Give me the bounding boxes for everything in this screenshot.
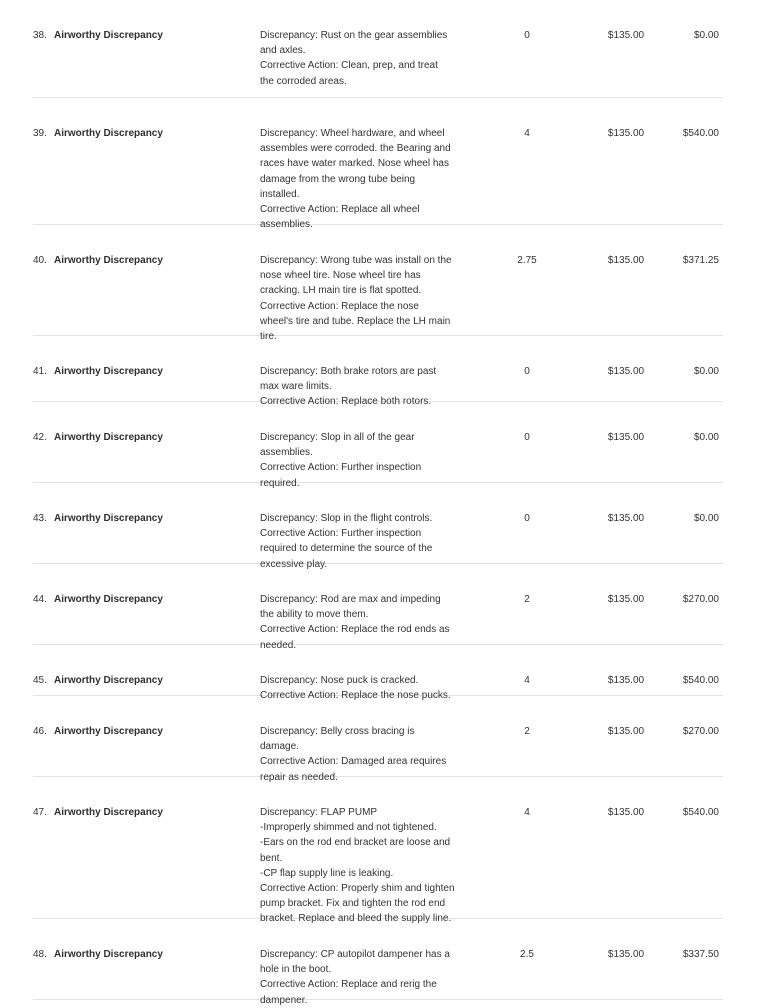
- table-row: [33, 777, 723, 925]
- item-amount: $0.00: [693, 513, 719, 524]
- item-quantity: 2.5: [520, 949, 534, 960]
- item-number: 42.: [33, 432, 47, 443]
- item-quantity: 2.75: [517, 255, 537, 266]
- item-description: Discrepancy: Wrong tube was install on the nose wheel tire. Nose wheel tire has cracking. LH main tire is flat spotted. Corrective Action: Replace the nose wheel's tire and tube. Replace the LH main tire.: [260, 255, 452, 343]
- item-rate: $135.00: [607, 675, 645, 686]
- item-amount: $540.00: [682, 675, 719, 686]
- table-row: [33, 483, 723, 570]
- table-row: [33, 0, 723, 98]
- item-rate: $135.00: [607, 30, 645, 41]
- table-row: [33, 645, 723, 702]
- item-title: Airworthy Discrepancy: [54, 675, 163, 686]
- item-number: 39.: [33, 128, 47, 139]
- item-number: 45.: [33, 675, 47, 686]
- item-number: 41.: [33, 366, 47, 377]
- item-description: Discrepancy: CP autopilot dampener has a hole in the boot. Corrective Action: Replace and rerig the dampener.: [260, 949, 450, 1006]
- item-number: 44.: [33, 594, 47, 605]
- item-description: Discrepancy: Wheel hardware, and wheel assembles were corroded. the Bearing and races have water marked. Nose wheel has damage from the wrong tube being installed. Corrective Action: Replace all wheel assemblies.: [260, 128, 451, 231]
- item-quantity: 0: [524, 30, 530, 41]
- item-title: Airworthy Discrepancy: [54, 255, 163, 266]
- item-title: Airworthy Discrepancy: [54, 807, 163, 818]
- item-rate: $135.00: [607, 594, 645, 605]
- item-number: 38.: [33, 30, 47, 41]
- item-title: Airworthy Discrepancy: [54, 949, 163, 960]
- table-row: [33, 336, 723, 408]
- item-description: Discrepancy: FLAP PUMP -Improperly shimmed and not tightened. -Ears on the rod end bracket are loose and bent. -CP flap supply line is leaking. Corrective Action: Properly shim and tighten pump bracket. Fix and tighten the rod end bracket. Replace and bleed the supply line.: [260, 807, 455, 925]
- item-description: Discrepancy: Slop in all of the gear assemblies. Corrective Action: Further inspection required.: [260, 432, 422, 489]
- item-number: 48.: [33, 949, 47, 960]
- item-quantity: 2: [524, 726, 530, 737]
- table-row: [33, 696, 723, 783]
- item-title: Airworthy Discrepancy: [54, 432, 163, 443]
- item-number: 40.: [33, 255, 47, 266]
- item-quantity: 4: [524, 807, 530, 818]
- item-description: Discrepancy: Slop in the flight controls. Corrective Action: Further inspection required to determine the source of the excessive play.: [260, 513, 433, 570]
- table-row: [33, 919, 723, 1006]
- table-row: [33, 402, 723, 489]
- item-quantity: 4: [524, 675, 530, 686]
- item-title: Airworthy Discrepancy: [54, 594, 163, 605]
- item-number: 43.: [33, 513, 47, 524]
- item-quantity: 2: [524, 594, 530, 605]
- item-amount: $0.00: [693, 30, 719, 41]
- table-row: [33, 564, 723, 651]
- item-quantity: 0: [524, 366, 530, 377]
- item-amount: $0.00: [693, 366, 719, 377]
- item-quantity: 4: [524, 128, 530, 139]
- item-description: Discrepancy: Belly cross bracing is damage. Corrective Action: Damaged area requires repair as needed.: [260, 726, 447, 783]
- discrepancy-table: [33, 0, 723, 1006]
- item-title: Airworthy Discrepancy: [54, 366, 163, 377]
- item-number: 46.: [33, 726, 47, 737]
- item-number: 47.: [33, 807, 47, 818]
- table-row: [33, 98, 723, 231]
- item-description: Discrepancy: Both brake rotors are past max ware limits. Corrective Action: Replace both rotors.: [260, 366, 437, 408]
- item-rate: $135.00: [607, 128, 645, 139]
- item-quantity: 0: [524, 432, 530, 443]
- item-title: Airworthy Discrepancy: [54, 726, 163, 737]
- item-title: Airworthy Discrepancy: [54, 128, 163, 139]
- item-amount: $270.00: [682, 726, 719, 737]
- item-amount: $371.25: [682, 255, 719, 266]
- item-amount: $337.50: [682, 949, 719, 960]
- item-description: Discrepancy: Rust on the gear assemblies and axles. Corrective Action: Clean, prep, and treat the corroded areas.: [260, 30, 448, 87]
- item-rate: $135.00: [607, 432, 645, 443]
- item-quantity: 0: [524, 513, 530, 524]
- item-title: Airworthy Discrepancy: [54, 30, 163, 41]
- item-rate: $135.00: [607, 513, 645, 524]
- table-row: [33, 225, 723, 343]
- item-amount: $0.00: [693, 432, 719, 443]
- item-amount: $540.00: [682, 807, 719, 818]
- item-rate: $135.00: [607, 807, 645, 818]
- item-rate: $135.00: [607, 255, 645, 266]
- item-rate: $135.00: [607, 726, 645, 737]
- item-description: Discrepancy: Rod are max and impeding the ability to move them. Corrective Action: Replace the rod ends as needed.: [260, 594, 450, 651]
- item-title: Airworthy Discrepancy: [54, 513, 163, 524]
- item-rate: $135.00: [607, 949, 645, 960]
- item-rate: $135.00: [607, 366, 645, 377]
- item-description: Discrepancy: Nose puck is cracked. Corrective Action: Replace the nose pucks.: [260, 675, 451, 702]
- item-amount: $270.00: [682, 594, 719, 605]
- item-amount: $540.00: [682, 128, 719, 139]
